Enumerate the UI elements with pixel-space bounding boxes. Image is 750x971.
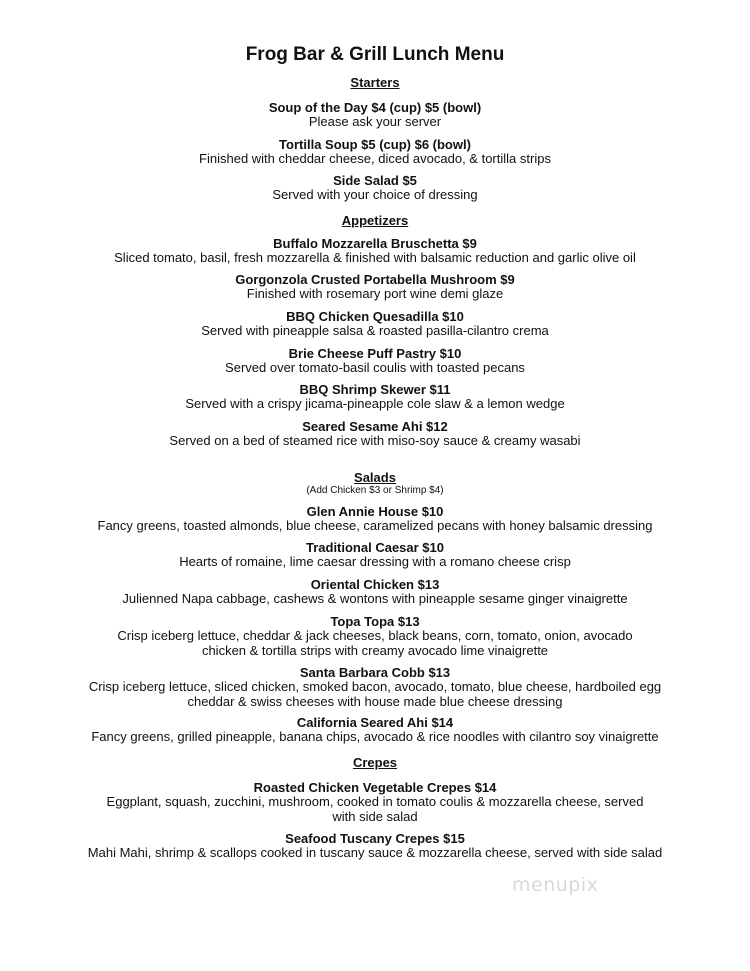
item-name: Topa Topa $13 bbox=[330, 614, 420, 629]
salads-note: (Add Chicken $3 or Shrimp $4) bbox=[306, 485, 444, 496]
item-name: Gorgonzola Crusted Portabella Mushroom $9 bbox=[235, 272, 515, 287]
menu-title: Frog Bar & Grill Lunch Menu bbox=[245, 44, 505, 65]
menu-item bbox=[0, 504, 750, 534]
item-description: Mahi Mahi, shrimp & scallops cooked in tuscany sauce & mozzarella cheese, served with side salad bbox=[87, 845, 663, 860]
item-description: Please ask your server bbox=[308, 114, 442, 129]
item-description: Served with a crispy jicama-pineapple cole slaw & a lemon wedge bbox=[185, 396, 565, 411]
menu-item bbox=[0, 100, 750, 130]
menu-item bbox=[0, 272, 750, 302]
item-name: Glen Annie House $10 bbox=[306, 504, 444, 519]
menu-item bbox=[0, 614, 750, 658]
item-description: Crisp iceberg lettuce, cheddar & jack cheeses, black beans, corn, tomato, onion, avocado bbox=[117, 628, 633, 643]
item-name: Buffalo Mozzarella Bruschetta $9 bbox=[273, 236, 477, 251]
item-description: Eggplant, squash, zucchini, mushroom, cooked in tomato coulis & mozzarella cheese, served with side salad bbox=[106, 794, 644, 824]
menu-item bbox=[0, 382, 750, 412]
item-name: BBQ Shrimp Skewer $11 bbox=[299, 382, 451, 397]
menu-item bbox=[0, 346, 750, 376]
item-name: BBQ Chicken Quesadilla $10 bbox=[286, 309, 464, 324]
section-starters: Starters bbox=[350, 75, 400, 90]
item-description: Crisp iceberg lettuce, sliced chicken, smoked bacon, avocado, tomato, blue cheese, hardboiled egg bbox=[88, 679, 662, 694]
item-description: Finished with cheddar cheese, diced avocado, & tortilla strips bbox=[199, 151, 551, 166]
item-description: Hearts of romaine, lime caesar dressing with a romano cheese crisp bbox=[179, 554, 571, 569]
menu-item bbox=[0, 236, 750, 266]
item-name: Soup of the Day $4 (cup) $5 (bowl) bbox=[268, 100, 482, 115]
item-description: Julienned Napa cabbage, cashews & wontons with pineapple sesame ginger vinaigrette bbox=[122, 591, 628, 606]
item-description: Finished with rosemary port wine demi glaze bbox=[246, 286, 504, 301]
menupix-watermark: menupix bbox=[512, 874, 599, 896]
item-name: Traditional Caesar $10 bbox=[305, 540, 444, 555]
item-description: Served with your choice of dressing bbox=[272, 187, 478, 202]
section-appetizers: Appetizers bbox=[341, 213, 409, 228]
menu-item bbox=[0, 831, 750, 861]
menu-item bbox=[0, 419, 750, 449]
item-description: Sliced tomato, basil, fresh mozzarella & finished with balsamic reduction and garlic olive oil bbox=[114, 250, 636, 265]
item-description: Served over tomato-basil coulis with toasted pecans bbox=[225, 360, 525, 375]
item-name: Oriental Chicken $13 bbox=[310, 577, 440, 592]
item-description-line2: chicken & tortilla strips with creamy avocado lime vinaigrette bbox=[201, 642, 549, 658]
menu-item bbox=[0, 309, 750, 339]
menu-item bbox=[0, 665, 750, 709]
item-name: Seafood Tuscany Crepes $15 bbox=[285, 831, 465, 846]
section-salads: Salads bbox=[354, 470, 396, 485]
section-crepes: Crepes bbox=[352, 755, 398, 770]
menu-item bbox=[0, 577, 750, 607]
item-name: Tortilla Soup $5 (cup) $6 (bowl) bbox=[279, 137, 471, 152]
menu-item bbox=[0, 137, 750, 167]
menu-item bbox=[0, 173, 750, 203]
item-name: Santa Barbara Cobb $13 bbox=[299, 665, 451, 680]
menu-item bbox=[0, 715, 750, 745]
item-name: Side Salad $5 bbox=[333, 173, 417, 188]
item-name: California Seared Ahi $14 bbox=[296, 715, 454, 730]
item-name: Roasted Chicken Vegetable Crepes $14 bbox=[253, 780, 497, 795]
item-description: Served with pineapple salsa & roasted pasilla-cilantro crema bbox=[201, 323, 549, 338]
menu-item bbox=[0, 780, 750, 824]
menu-item bbox=[0, 540, 750, 570]
item-name: Brie Cheese Puff Pastry $10 bbox=[288, 346, 462, 361]
item-description: Fancy greens, grilled pineapple, banana chips, avocado & rice noodles with cilantro soy vinaigrette bbox=[91, 729, 659, 744]
item-name: Seared Sesame Ahi $12 bbox=[302, 419, 448, 434]
item-description-line2: cheddar & swiss cheeses with house made blue cheese dressing bbox=[187, 693, 563, 709]
item-description: Served on a bed of steamed rice with miso-soy sauce & creamy wasabi bbox=[169, 433, 581, 448]
item-description: Fancy greens, toasted almonds, blue cheese, caramelized pecans with honey balsamic dressing bbox=[97, 518, 653, 533]
